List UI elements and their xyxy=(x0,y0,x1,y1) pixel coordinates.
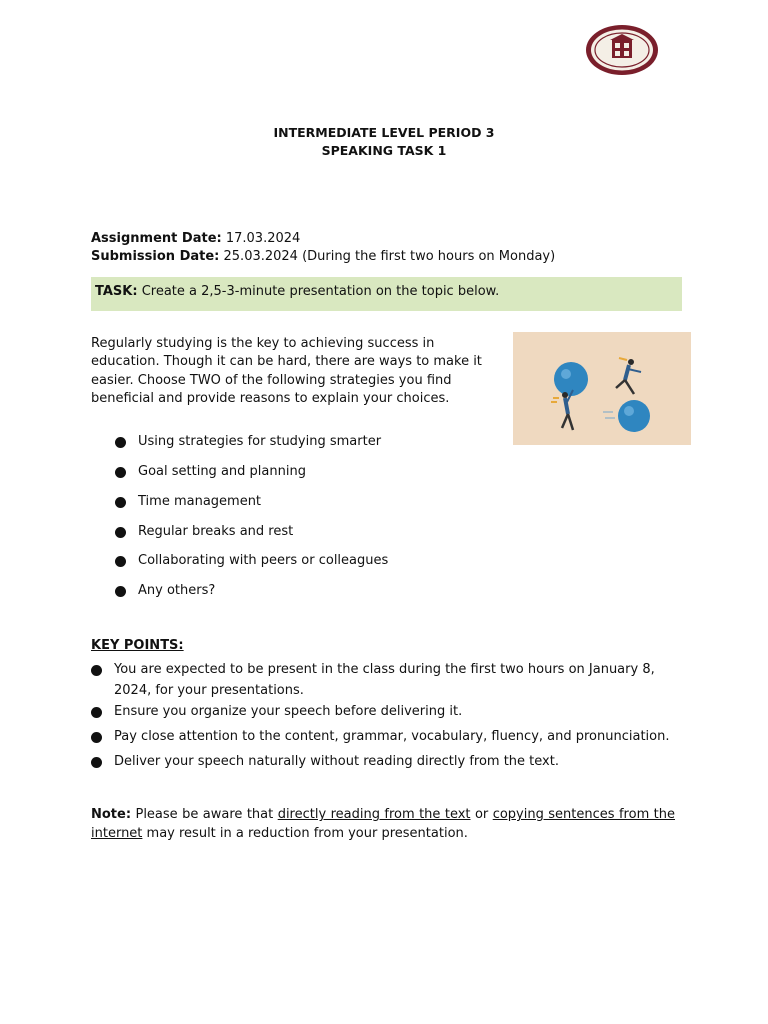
key-point-item: You are expected to be present in the class during the first two hours on January 8, 2024, for your presentations. xyxy=(114,662,655,698)
bullet-dot-icon xyxy=(115,497,126,508)
key-point-item: Deliver your speech naturally without reading directly from the text. xyxy=(114,754,559,769)
assignment-date-value: 17.03.2024 xyxy=(225,231,301,246)
bullet-dot-icon xyxy=(91,707,102,718)
bullet-dot-icon xyxy=(91,757,102,768)
strategy-text: Using strategies for studying smarter xyxy=(138,434,382,449)
strategy-text: Collaborating with peers or colleagues xyxy=(138,553,389,568)
document-title-line1: INTERMEDIATE LEVEL PERIOD 3 xyxy=(273,125,495,140)
key-point-item: Ensure you organize your speech before delivering it. xyxy=(114,704,463,719)
bullet-dot-icon xyxy=(115,556,126,567)
university-seal-logo xyxy=(585,24,659,76)
bullet-dot-icon xyxy=(115,467,126,478)
bullet-dot-icon xyxy=(115,437,126,448)
note-underlined-phrase-2: copying sentences from the internet xyxy=(91,807,675,841)
task-row xyxy=(95,284,499,299)
assignment-date-label: Assignment Date: xyxy=(91,231,222,246)
submission-date-label: Submission Date: xyxy=(91,249,220,264)
document-title-line2: SPEAKING TASK 1 xyxy=(321,143,447,158)
strategy-text: Time management xyxy=(138,494,262,509)
task-text: Create a 2,5-3-minute presentation on the topic below. xyxy=(141,284,500,299)
key-point-item: Pay close attention to the content, grammar, vocabulary, fluency, and pronunciation. xyxy=(114,729,670,744)
assignment-date-row xyxy=(91,231,300,246)
pushing-balls-illustration xyxy=(513,332,691,445)
note-text-part3: may result in a reduction from your presentation. xyxy=(146,825,468,841)
task-label: TASK: xyxy=(95,284,138,299)
bullet-dot-icon xyxy=(91,732,102,743)
note-text-part1: Please be aware that xyxy=(135,807,274,822)
submission-date-row xyxy=(91,249,555,264)
key-points-heading: KEY POINTS: xyxy=(91,638,184,653)
note-paragraph xyxy=(91,806,675,843)
bullet-dot-icon xyxy=(115,586,126,597)
bullet-dot-icon xyxy=(91,665,102,676)
bullet-dot-icon xyxy=(115,527,126,538)
intro-paragraph: Regularly studying is the key to achieving success in education. Though it can be hard, there are ways to make it easier. Choose TWO of the following strategies you find beneficial and provide reasons to explain your choices. xyxy=(91,336,482,406)
submission-date-value: 25.03.2024 (During the first two hours on Monday) xyxy=(223,249,556,264)
strategy-text: Regular breaks and rest xyxy=(138,524,294,539)
note-underlined-phrase-1: directly reading from the text xyxy=(277,807,471,822)
note-text-part2: or xyxy=(474,807,489,822)
strategy-text: Goal setting and planning xyxy=(138,464,306,479)
strategy-text: Any others? xyxy=(138,583,216,598)
note-label: Note: xyxy=(91,807,132,822)
